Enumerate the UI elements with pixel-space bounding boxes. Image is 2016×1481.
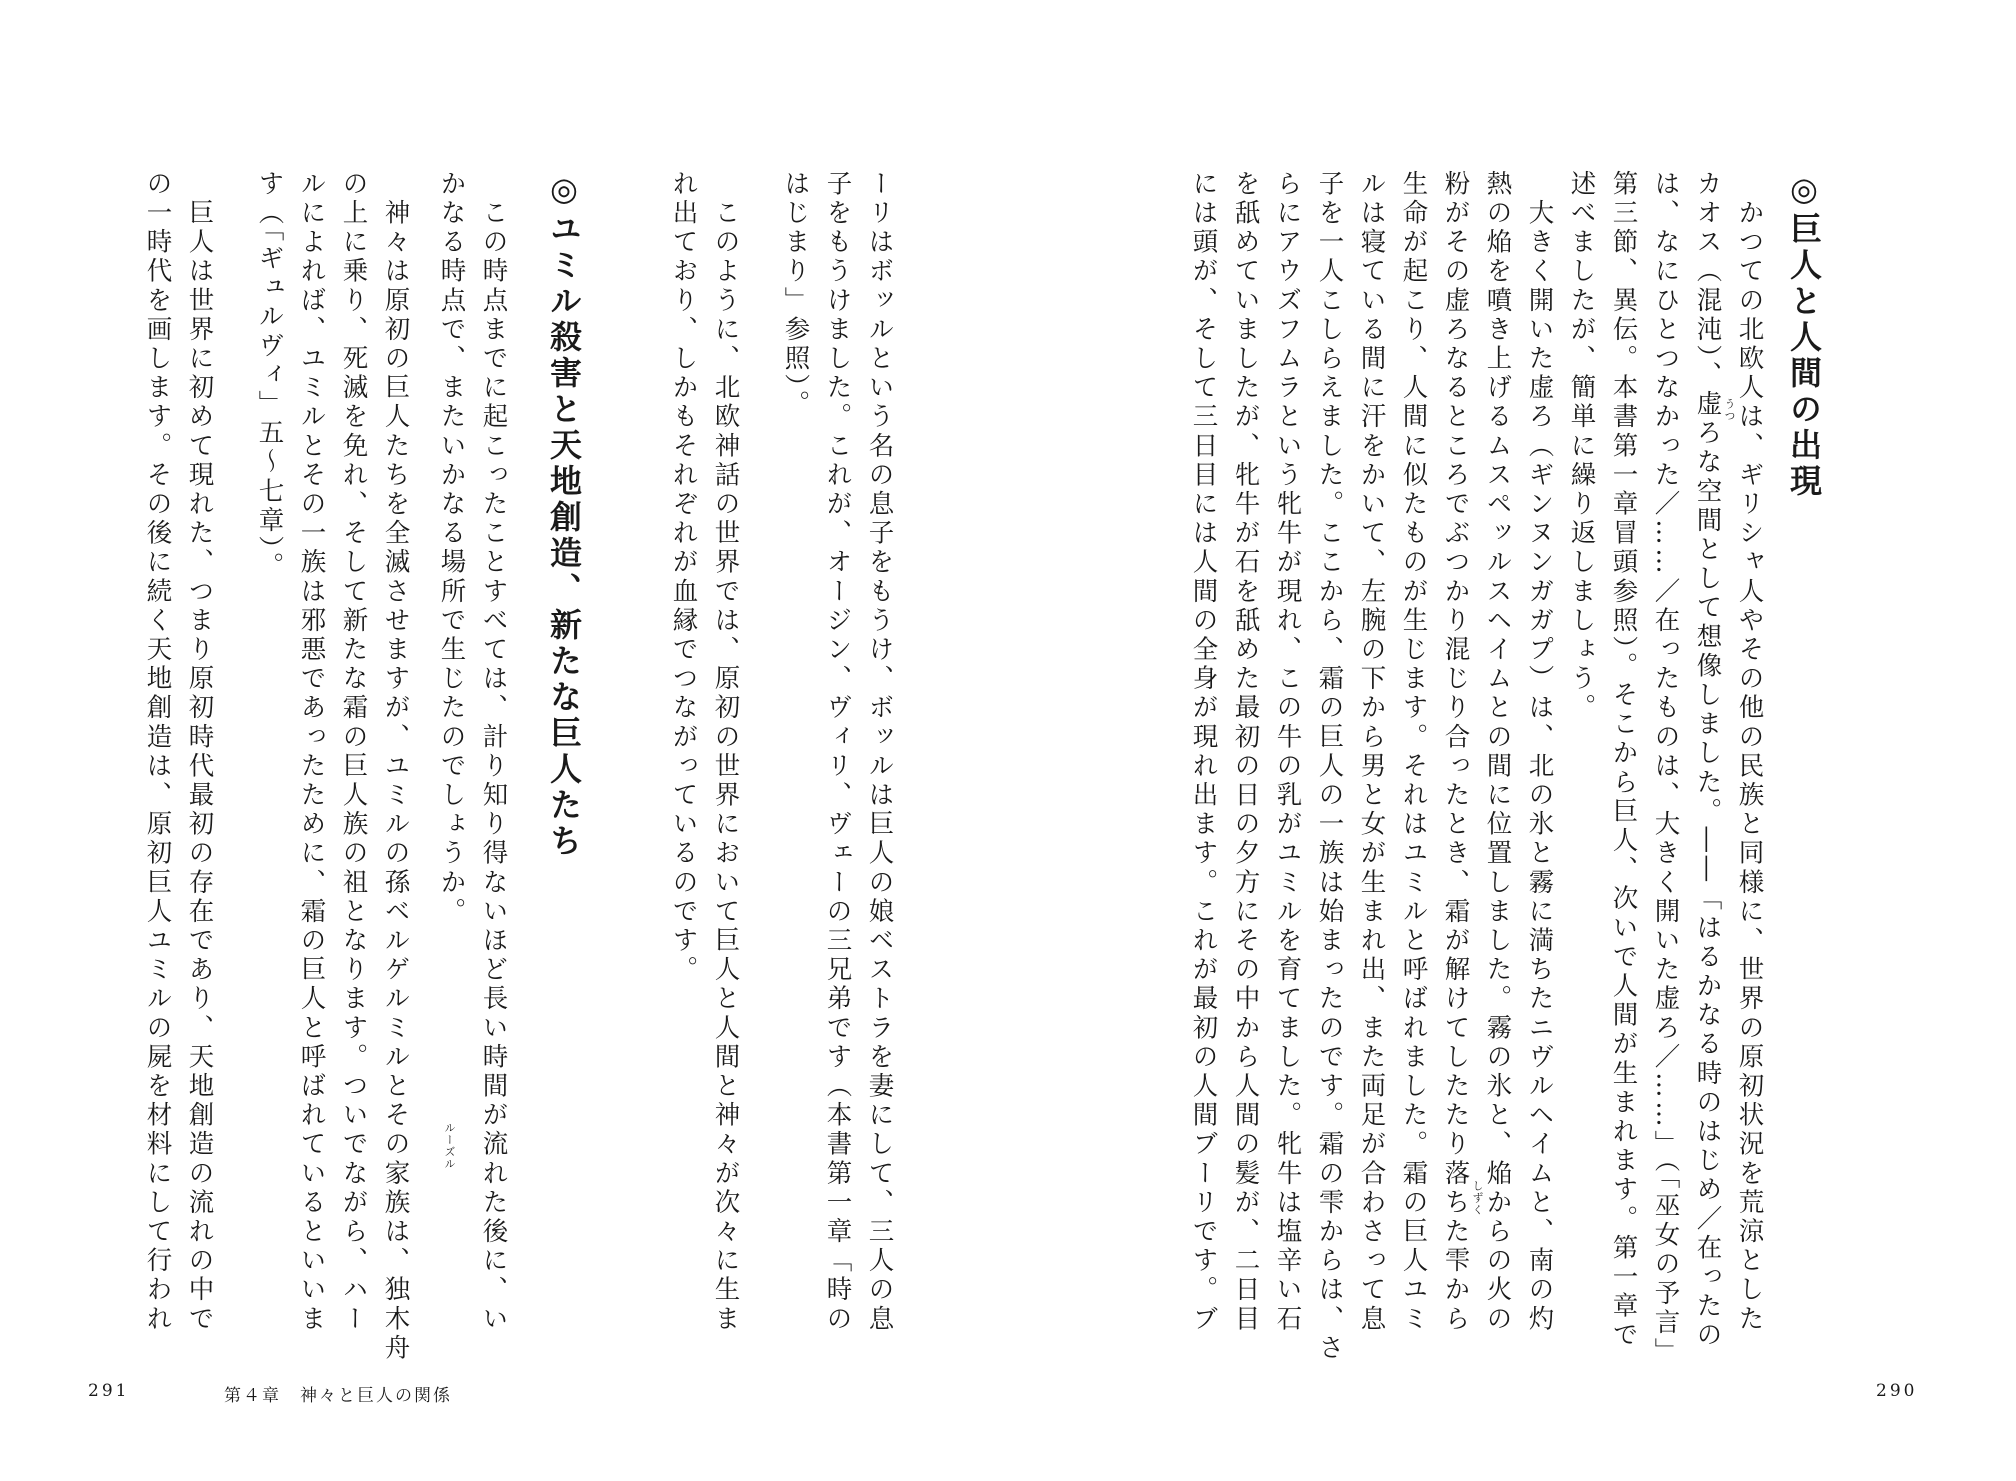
body-line: はじまり」参照）。 — [780, 170, 811, 420]
body-line: 熱の焔を噴き上げるムスペッルスヘイムとの間に位置しました。霧の氷と、焔からの火の — [1482, 170, 1513, 1334]
body-line: 巨人は世界に初めて現れた、つまり原初時代最初の存在であり、天地創造の流れの中で — [184, 170, 215, 1334]
body-line: の上に乗り、死滅を免れ、そして新たな霜の巨人族の祖となります。ついでながら、ハー — [338, 170, 369, 1334]
body-line: らにアウズフムラという牝牛が現れ、この牛の乳がユミルを育てました。牝牛は塩辛い石 — [1272, 170, 1303, 1334]
running-head: 第４章 神々と巨人の関係 — [224, 1386, 452, 1406]
body-line: 第三節、異伝。本書第一章冒頭参照）。そこから巨人、次いで人間が生まれます。第一章で — [1608, 170, 1639, 1351]
body-line: は、なにひとつなかった／……／在ったものは、大きく開いた虚ろ／……」（「巫女の予言」 — [1650, 170, 1681, 1367]
body-line: 大きく開いた虚ろ（ギンヌンガガプ）は、北の氷と霧に満ちたニヴルヘイムと、南の灼 — [1524, 170, 1555, 1334]
body-line: この時点までに起こったことすべては、計り知り得ないほど長い時間が流れた後に、い — [478, 170, 509, 1334]
body-line: ルによれば、ユミルとその一族は邪悪であったために、霜の巨人と呼ばれているといいま — [296, 170, 327, 1334]
ruby-text: うつ — [1723, 398, 1736, 422]
body-line: ーリはボッルという名の息子をもうけ、ボッルは巨人の娘ベストラを妻にして、三人の息 — [864, 170, 895, 1334]
body-line: このように、北欧神話の世界では、原初の世界において巨人と人間と神々が次々に生ま — [710, 170, 741, 1334]
body-line: 子を一人こしらえました。ここから、霜の巨人の一族は始まったのです。霜の雫からは、さ — [1314, 170, 1345, 1364]
body-line: 神々は原初の巨人たちを全滅させますが、ユミルの孫ベルゲルミルとその家族は、独木舟 — [380, 170, 411, 1364]
body-line: 生命が起こり、人間に似たものが生じます。それはユミルと呼ばれました。霜の巨人ユミ — [1398, 170, 1429, 1334]
body-line: 述べましたが、簡単に繰り返しましょう。 — [1566, 170, 1597, 723]
body-line: 子をもうけました。これが、オージン、ヴィリ、ヴェーの三兄弟です（本書第一章「時の — [822, 170, 853, 1334]
right-page — [1008, 0, 2016, 1481]
folio-right: 290 — [1876, 1381, 1918, 1401]
body-line: には頭が、そして三日目には人間の全身が現れ出ます。これが最初の人間ブーリです。ブ — [1188, 170, 1219, 1334]
ruby-text: しずく — [1471, 1180, 1484, 1216]
body-line: の一時代を画します。その後に続く天地創造は、原初巨人ユミルの屍を材料にして行われ — [142, 170, 173, 1334]
body-line: 粉がその虚ろなるところでぶつかり混じり合ったとき、霜が解けてしたたり落ちた雫から — [1440, 170, 1471, 1334]
body-line: を舐めていましたが、牝牛が石を舐めた最初の日の夕方にその中から人間の髪が、二日目 — [1230, 170, 1261, 1334]
section-heading: ◎巨人と人間の出現 — [1785, 170, 1823, 500]
body-line: れ出ており、しかもそれぞれが血縁でつながっているのです。 — [668, 170, 699, 985]
body-line: かなる時点で、またいかなる場所で生じたのでしょうか。 — [436, 170, 467, 927]
body-line: す（「ギュルヴィ」五～七章）。 — [254, 170, 285, 581]
section-heading: ◎ユミル殺害と天地創造、新たな巨人たち — [545, 170, 583, 860]
body-line: カオス（混沌）、虚ろな空間として想像しました。――「はるかなる時のはじめ／在ったの — [1692, 170, 1723, 1351]
folio-left: 291 — [88, 1381, 130, 1401]
body-line: かつての北欧人は、ギリシャ人やその他の民族と同様に、世界の原初状況を荒涼とした — [1734, 170, 1765, 1334]
ruby-text: ルーズル — [443, 1122, 456, 1170]
body-line: ルは寝ている間に汗をかいて、左腕の下から男と女が生まれ出、また両足が合わさって息 — [1356, 170, 1387, 1334]
